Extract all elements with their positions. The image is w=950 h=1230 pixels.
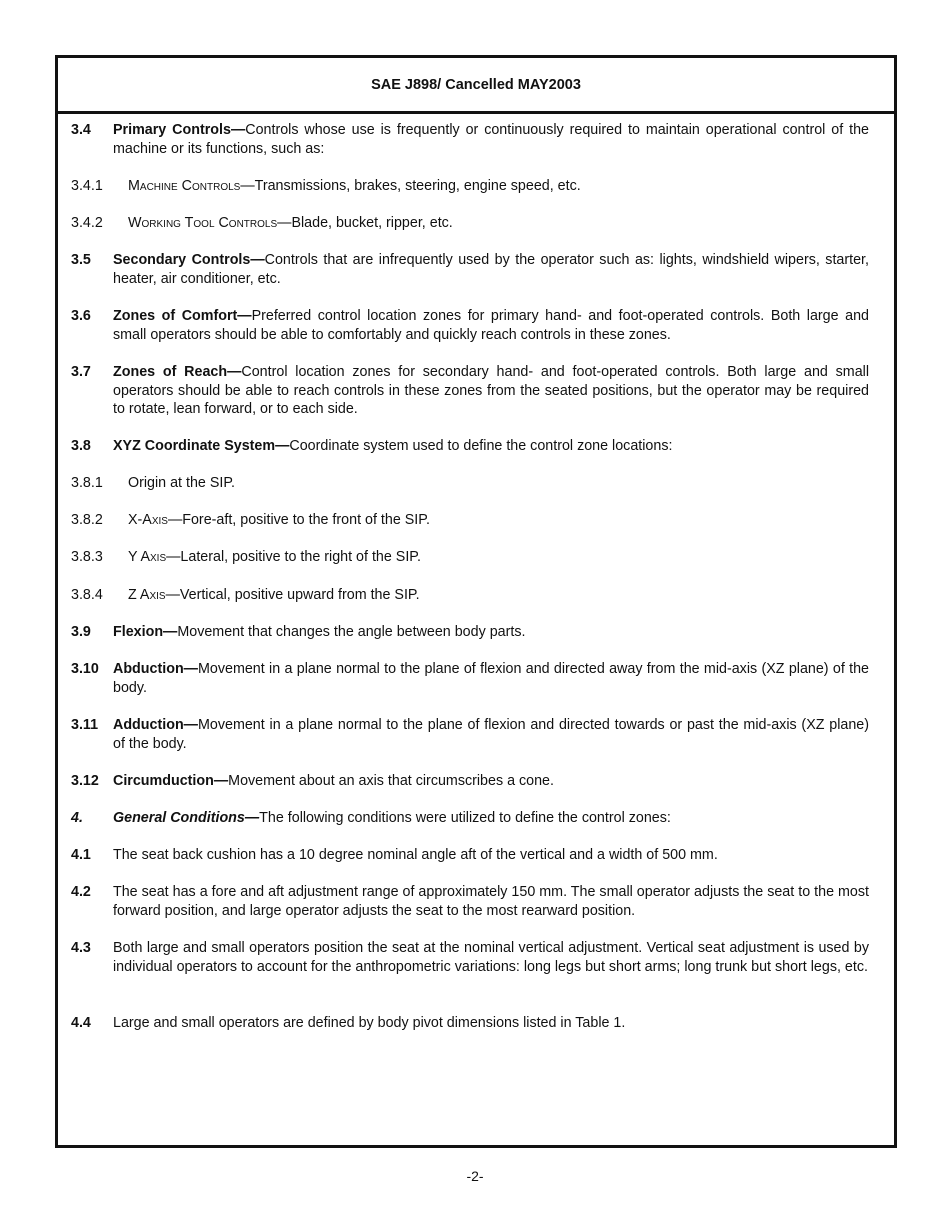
section-text: —Lateral, positive to the right of the SIP.	[166, 549, 421, 565]
section-number: 3.8.2	[71, 512, 103, 528]
section-number: 3.9	[71, 624, 91, 640]
section-text: —Transmissions, brakes, steering, engine speed, etc.	[240, 178, 581, 194]
section-number: 3.8.1	[71, 475, 103, 491]
section-4-2	[71, 883, 869, 920]
section-number: 4.1	[71, 847, 91, 863]
section-text: Coordinate system used to define the control zone locations:	[289, 438, 673, 454]
section-term: Y Axis	[128, 549, 167, 565]
section-number: 3.11	[71, 717, 99, 733]
section-text: Controls whose use is frequently or continuously required to maintain operational control of the machine or its functions, such as:	[113, 122, 869, 157]
section-3-8	[71, 437, 869, 456]
section-text: Movement in a plane normal to the plane of flexion and directed towards or past the mid-axis (XZ plane) of the body.	[113, 717, 869, 752]
section-text: The seat has a fore and aft adjustment range of approximately 150 mm. The small operator adjusts the seat to the most forward position, and large operator adjusts the seat to the most rearward position.	[113, 884, 869, 919]
section-number: 4.2	[71, 884, 91, 900]
section-number: 4.	[71, 810, 83, 826]
section-text: The following conditions were utilized to define the control zones:	[259, 810, 671, 826]
section-text: —Blade, bucket, ripper, etc.	[277, 215, 453, 231]
section-number: 3.8.3	[71, 549, 103, 565]
section-3-5	[71, 251, 869, 288]
section-text: Movement in a plane normal to the plane of flexion and directed away from the mid-axis (XZ plane) of the body.	[113, 661, 869, 696]
section-term: Flexion—	[113, 624, 178, 640]
section-3-12	[71, 772, 869, 791]
section-3-8-3	[71, 548, 869, 567]
page-frame	[55, 55, 897, 1148]
section-term: Primary Controls—	[113, 122, 246, 138]
section-4	[71, 809, 869, 828]
section-3-4-1	[71, 177, 869, 196]
section-text: Movement that changes the angle between body parts.	[177, 624, 526, 640]
section-number: 3.4.1	[71, 178, 103, 194]
section-text: Preferred control location zones for primary hand- and foot-operated controls. Both large and small operators should be able to comfortably and quickly reach controls in these zones.	[113, 308, 869, 343]
section-term: Zones of Comfort—	[113, 308, 252, 324]
section-3-7	[71, 363, 869, 419]
section-text: —Vertical, positive upward from the SIP.	[165, 587, 420, 603]
section-text: Large and small operators are defined by body pivot dimensions listed in Table 1.	[113, 1015, 626, 1031]
section-number: 3.8.4	[71, 587, 103, 603]
section-term: Zones of Reach—	[113, 364, 242, 380]
section-text: Movement about an axis that circumscribes a cone.	[228, 773, 554, 789]
section-number: 3.12	[71, 773, 99, 789]
section-3-4-2	[71, 214, 869, 233]
section-number: 4.3	[71, 940, 91, 956]
section-term: General Conditions—	[113, 810, 260, 826]
section-3-11	[71, 716, 869, 753]
section-term: Secondary Controls—	[113, 252, 265, 268]
section-number: 4.4	[71, 1015, 91, 1031]
section-4-1	[71, 846, 869, 865]
section-text: Origin at the SIP.	[128, 475, 236, 491]
section-number: 3.7	[71, 364, 91, 380]
header-title: SAE J898/ Cancelled MAY2003	[371, 76, 581, 93]
section-term: Circumduction—	[113, 773, 229, 789]
section-text: Controls that are infrequently used by the operator such as: lights, windshield wipers, starter, heater, air conditioner, etc.	[113, 252, 870, 287]
section-term: X-Axis	[128, 512, 168, 528]
section-text: Control location zones for secondary hand- and foot-operated controls. Both large and small operators should be able to reach controls in these zones from the seated positions, but the operator may be required to rotate, lean forward, or to each side.	[113, 364, 870, 418]
section-3-9	[71, 623, 869, 642]
section-term: Machine Controls	[128, 178, 241, 194]
section-3-10	[71, 660, 869, 697]
section-number: 3.4	[71, 122, 91, 138]
section-3-6	[71, 307, 869, 344]
section-3-8-4	[71, 586, 869, 605]
section-text: The seat back cushion has a 10 degree nominal angle aft of the vertical and a width of 500 mm.	[113, 847, 718, 863]
section-4-4	[71, 1014, 869, 1033]
section-term: Z Axis	[128, 587, 166, 603]
section-text: Both large and small operators position the seat at the nominal vertical adjustment. Vertical seat adjustment is used by individual operators to account for the anthropometric variations: long legs but short arms; long trunk but short legs, etc.	[113, 940, 869, 975]
section-number: 3.10	[71, 661, 99, 677]
section-number: 3.8	[71, 438, 91, 454]
section-term: XYZ Coordinate System—	[113, 438, 290, 454]
section-3-8-2	[71, 511, 869, 530]
section-3-4	[71, 121, 869, 158]
section-4-3	[71, 939, 869, 976]
document-header	[58, 58, 894, 114]
section-number: 3.6	[71, 308, 91, 324]
section-term: Working Tool Controls	[128, 215, 278, 231]
section-term: Adduction—	[113, 717, 198, 733]
section-number: 3.4.2	[71, 215, 103, 231]
page-number: -2-	[466, 1168, 484, 1184]
section-text: —Fore-aft, positive to the front of the SIP.	[167, 512, 430, 528]
section-term: Abduction—	[113, 661, 198, 677]
section-3-8-1	[71, 474, 869, 493]
section-number: 3.5	[71, 252, 91, 268]
